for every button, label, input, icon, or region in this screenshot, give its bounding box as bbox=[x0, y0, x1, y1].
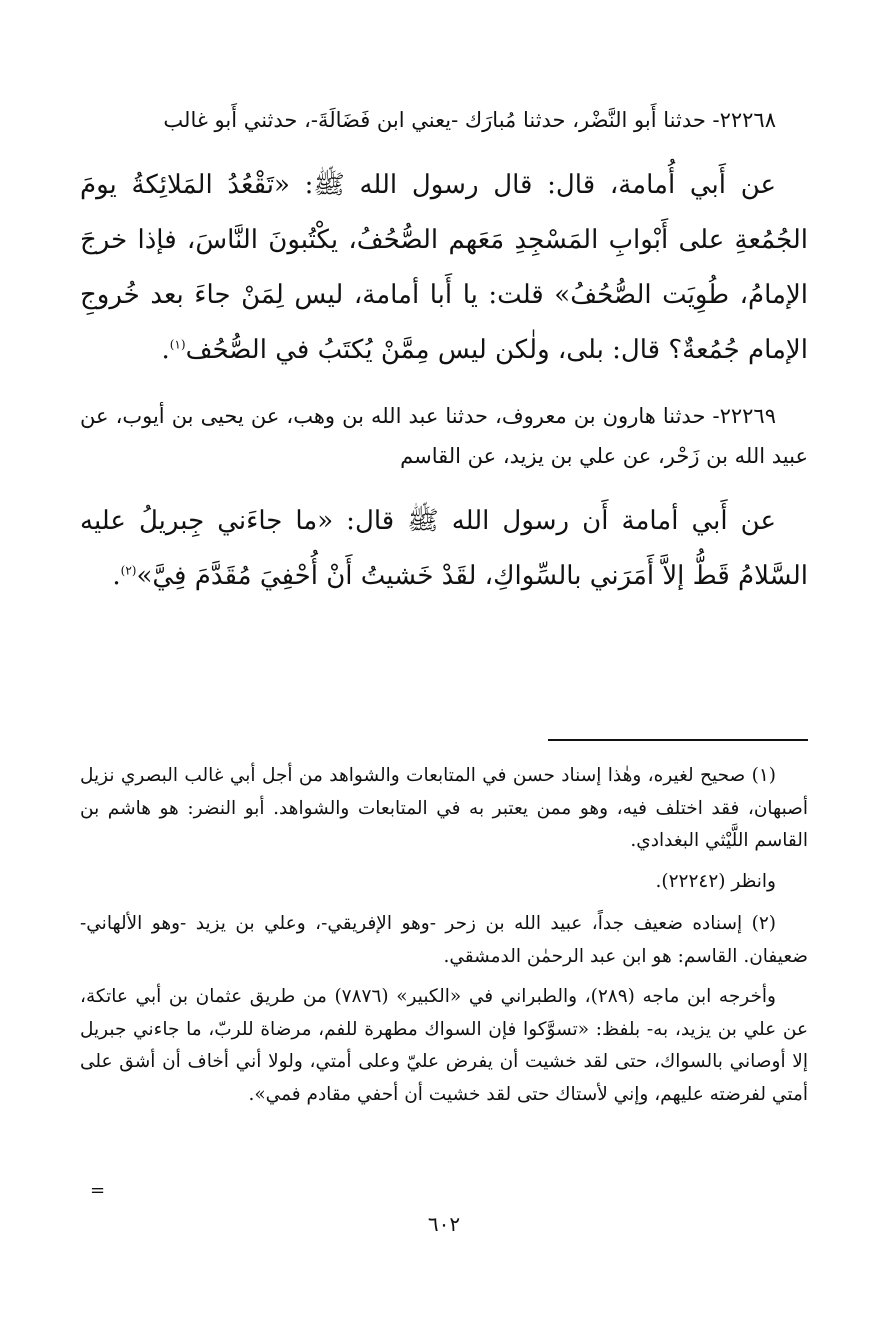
footnote-ref-1[interactable]: (١) bbox=[169, 337, 186, 352]
footnote-ref-2[interactable]: (٢) bbox=[120, 563, 137, 578]
footnote-2-takhrij: وأخرجه ابن ماجه (٢٨٩)، والطبراني في «الكبير» (٧٨٧٦) من طريق عثمان بن أبي عاتكة، عن علي بن يزيد، به- بلفظ: «تسوَّكوا فإن السواك مطهرة للفم، مرضاة للربّ، ما جاءني جبريل إلا أوصاني بالسواك، حتى لقد خشيت أن يفرض عليّ وعلى أمتي، ولولا أني أخاف أن أشق على أمتي لفرضته عليهم، وإني لأستاك حتى لقد خشيت أن أحفي مقادم فمي». bbox=[80, 986, 808, 1105]
continuation-mark: = bbox=[90, 1180, 106, 1201]
hadith-22269-end: . bbox=[112, 561, 121, 591]
footnotes bbox=[80, 760, 808, 1119]
hadith-22269-matn-text: عن أَبي أمامة أَن رسول الله ﷺ قال: «ما جاءَني جِبريلُ عليه السَّلامُ قَطُّ إلاَّ أَمَرَني بالسِّواكِ، لقَدْ خَشيتُ أَنْ أُحْفِيَ مُقَدَّمَ فِيَّ» bbox=[80, 506, 808, 591]
footnote-1-see-also: وانظر (٢٢٢٤٢). bbox=[655, 870, 776, 892]
hadith-22269-matn bbox=[80, 494, 808, 604]
footnote-2: (٢) إسناده ضعيف جداً، عبيد الله بن زحر -وهو الإفريقي-، وعلي بن يزيد -وهو الألهاني- ضعيفان. القاسم: هو ابن عبد الرحمٰن الدمشقي. bbox=[80, 913, 808, 967]
page-number: ٦٠٢ bbox=[427, 1212, 461, 1236]
hadith-22268-end: . bbox=[161, 335, 170, 365]
main-text bbox=[80, 100, 808, 622]
footnote-separator bbox=[548, 739, 808, 741]
footnote-1: (١) صحيح لغيره، وهٰذا إسناد حسن في المتابعات والشواهد من أجل أبي غالب البصري نزيل أصبهان، فقد اختلف فيه، وهو ممن يعتبر به في المتابعات والشواهد. أبو النضر: هو هاشم بن القاسم اللَّيْثي البغدادي. bbox=[80, 765, 808, 851]
hadith-22268-isnad: ٢٢٢٦٨- حدثنا أَبو النَّضْر، حدثنا مُبارَك -يعني ابن فَضَالَةَ-، حدثني أَبو غالب bbox=[163, 108, 776, 132]
hadith-22268-matn-text: عن أَبي أُمامة، قال: قال رسول الله ﷺ: «تَقْعُدُ المَلائِكةُ يومَ الجُمُعةِ على أَبْوابِ المَسْجِدِ مَعَهم الصُّحُفُ، يكْتُبونَ النَّاسَ، فإذا خرجَ الإمامُ، طُوِيَت الصُّحُفُ» قلت: يا أَبا أمامة، ليس لِمَنْ جاءَ بعد خُروجِ الإمام جُمُعةٌ؟ قال: بلى، ولٰكن ليس مِمَّنْ يُكتَبُ في الصُّحُف bbox=[80, 170, 808, 365]
hadith-22269-isnad: ٢٢٢٦٩- حدثنا هارون بن معروف، حدثنا عبد الله بن وهب، عن يحيى بن أيوب، عن عبيد الله بن زَحْر، عن علي بن يزيد، عن القاسم bbox=[80, 404, 808, 468]
hadith-22268-matn bbox=[80, 158, 808, 378]
